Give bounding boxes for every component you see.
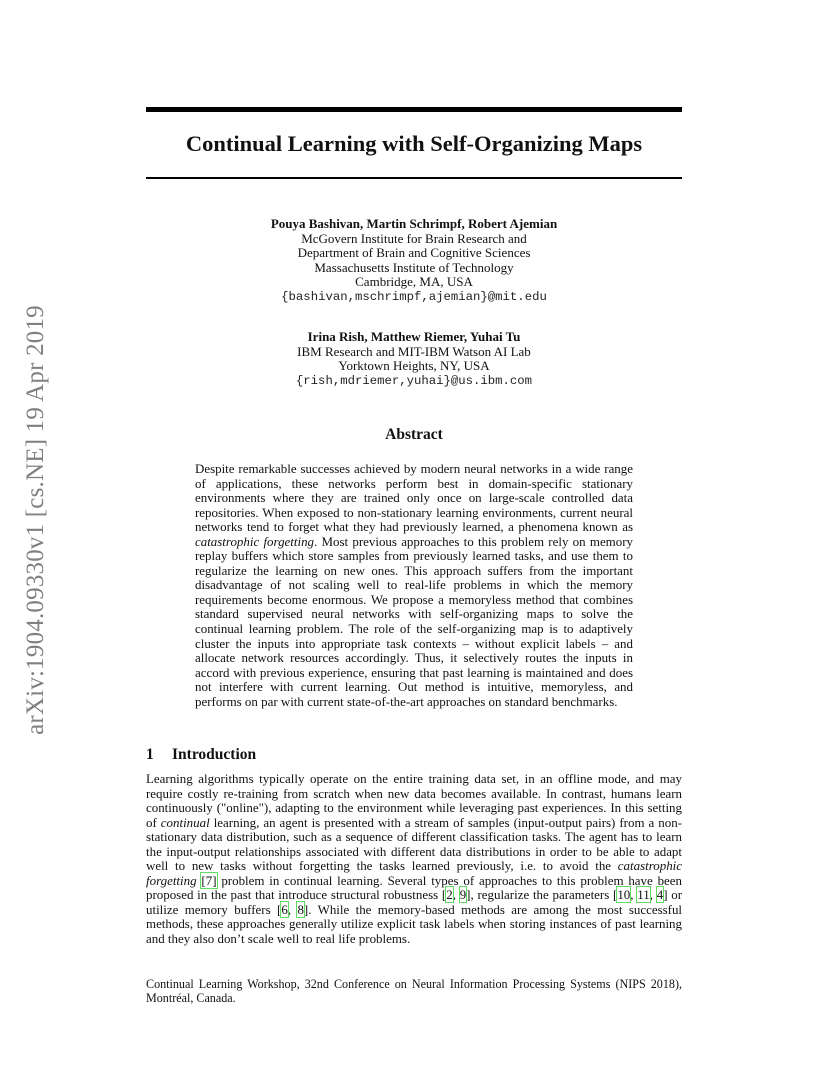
author-email: {bashivan,mschrimpf,ajemian}@mit.edu (281, 289, 547, 304)
author-block-mit (146, 217, 682, 305)
citation-group: [10, 11, 4] (613, 887, 668, 903)
intro-text-part: Learning algorithms typically operate on the entire training data set, in an offline mode, and may require costly re-training from scratch when new data becomes available. In contrast, humans learn continuously ("online"), adapting to the environment while leveraging past experiences. In this setting of (146, 771, 682, 830)
author-email: {rish,mdriemer,yuhai}@us.ibm.com (295, 373, 533, 388)
intro-emphasis: catastrophic forgetting (146, 858, 682, 888)
citation-group: [6, 8] (277, 901, 309, 917)
abstract-text (195, 462, 633, 709)
author-names: Irina Rish, Matthew Riemer, Yuhai Tu (307, 329, 521, 344)
footnote-line: Montréal, Canada. (146, 991, 236, 1005)
affiliation-line: McGovern Institute for Brain Research and (301, 230, 527, 246)
affiliation-line: Department of Brain and Cognitive Sciences (297, 245, 531, 261)
arxiv-identifier: arXiv:1904.09330v1 [cs.NE] 19 Apr 2019 (22, 305, 49, 735)
citation-link[interactable]: 2 (446, 887, 453, 903)
citation-link[interactable]: [7] (201, 872, 217, 888)
author-block-ibm (146, 330, 682, 388)
affiliation-line: Cambridge, MA, USA (355, 274, 473, 290)
affiliation-line: IBM Research and MIT-IBM Watson AI Lab (297, 343, 531, 359)
citation-group: [2, 9] (441, 887, 471, 903)
intro-text-part: learning, an agent is presented with a stream of samples (input-output pairs) from a non-stationary data distribution, such as a sequence of different classification tasks. The agent has to learn the input-output relationships associated with different data distributions in order to be able to adapt well to new tasks without forgetting the tasks learned previously, i.e. to avoid the (146, 814, 682, 874)
abstract-text-part: Despite remarkable successes achieved by modern neural networks in a wide range of applications, these networks perform best in domain-specific stationary environments where they are trained only once on large-scale controlled data repositories. When exposed to non-stationary learning environments, current neural networks tend to forget what they had previously learned, a phenomena known as (195, 461, 633, 535)
title-bottom-rule (146, 177, 682, 179)
affiliation-line: Massachusetts Institute of Technology (314, 259, 514, 275)
section-heading-introduction (146, 746, 256, 764)
intro-text-part: . While the memory-based methods are among the most successful methods, these approaches generally utilize explicit task labels when storing instances of past learning and they also don’t scale well to real life problems. (146, 901, 683, 947)
affiliation-line: Yorktown Heights, NY, USA (338, 358, 490, 374)
citation-link[interactable]: 11 (637, 887, 650, 903)
introduction-paragraph (146, 772, 682, 947)
citation-link[interactable]: 9 (459, 887, 467, 903)
author-names: Pouya Bashivan, Martin Schrimpf, Robert Ajemian (270, 216, 558, 231)
intro-text-part: problem in continual learning. Several types of approaches to this problem have been proposed in the past that introduce structural robustness (146, 872, 683, 903)
abstract-text-part: . Most previous approaches to this problem rely on memory replay buffers which store samples from previously learned tasks, and use them to regularize the learning on new ones. This approach suffers from the important disadvantage of not scaling well to real-life problems in which the memory requirements become enormous. We propose a memoryless method that combines standard supervised neural networks with self-organizing maps to solve the continual learning problem. The role of the self-organizing map is to adaptively cluster the inputs into appropriate task contexts – without explicit labels – and allocate network resources accordingly. Thus, it selectively routes the inputs in accord with previous experience, ensuring that past learning is maintained and does not interfere with current learning. Out method is intuitive, memoryless, and performs on par with current state-of-the-art approaches on standard benchmarks. (195, 533, 633, 709)
conference-footnote (146, 977, 682, 1005)
citation-link[interactable]: 8 (297, 901, 304, 917)
paper-title: Continual Learning with Self-Organizing Maps (185, 131, 643, 156)
footnote-line: Continual Learning Workshop, 32nd Conference on Neural Information Processing Systems (NIPS 2018), (146, 977, 682, 991)
section-number: 1 (146, 746, 154, 763)
intro-text-part: or utilize memory buffers (146, 887, 683, 917)
abstract-heading: Abstract (385, 426, 443, 443)
citation-link[interactable]: 10 (617, 887, 631, 903)
title-top-rule (146, 107, 682, 112)
citation-link[interactable]: 6 (281, 901, 288, 917)
citation-number[interactable]: 7 (205, 872, 213, 888)
intro-text-part: , regularize the parameters (470, 887, 613, 903)
intro-emphasis: continual (160, 814, 210, 830)
section-title: Introduction (172, 746, 257, 763)
abstract-emphasis: catastrophic forgetting (195, 533, 315, 549)
citation-link[interactable]: 4 (656, 887, 664, 903)
